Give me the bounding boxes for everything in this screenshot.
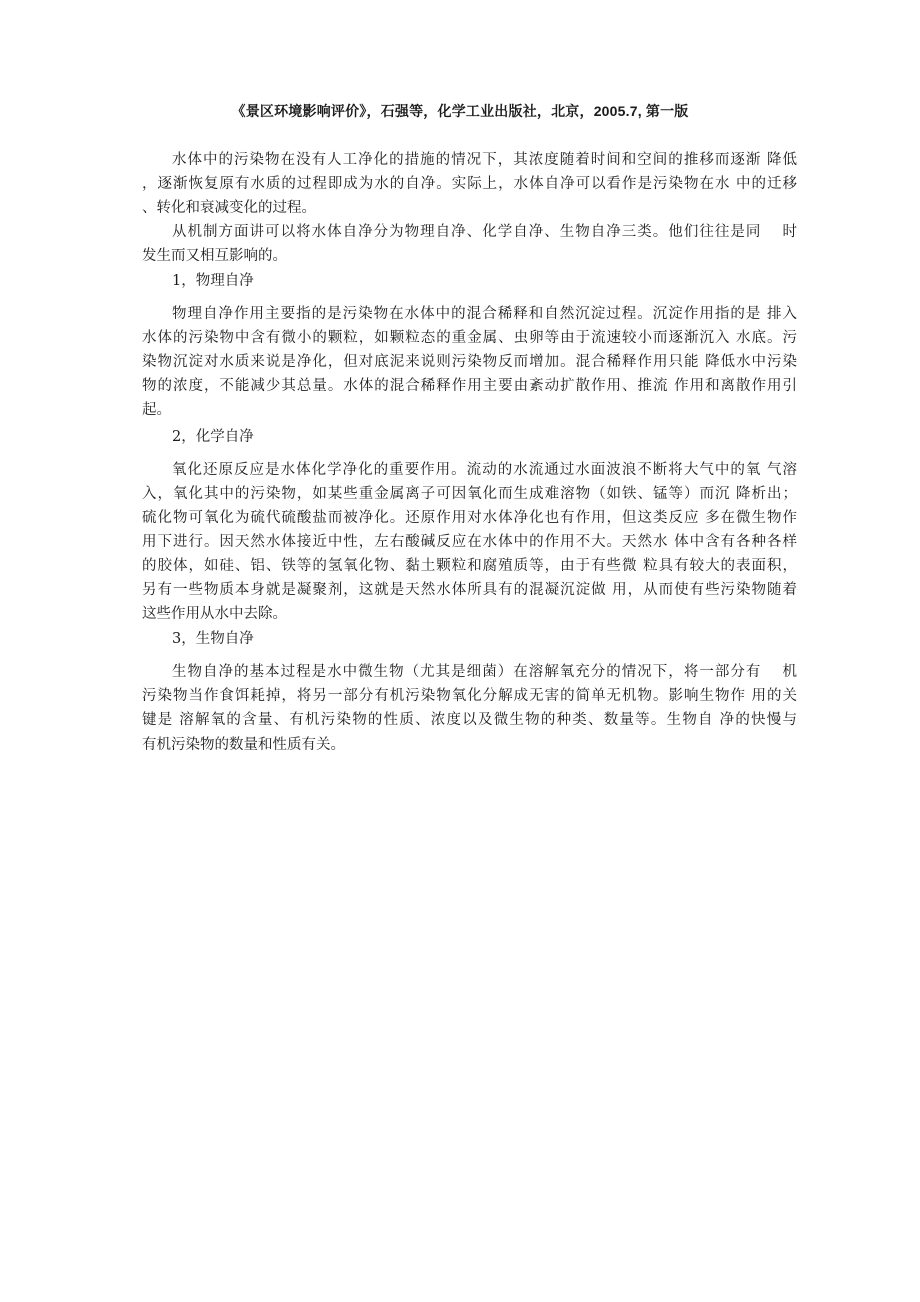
section-heading-chemical: 2，化学自净 bbox=[172, 429, 254, 445]
text-line: 键是 溶解氧的含量、有机污染物的性质、浓度以及微生物的种类、数量等。生物自 净的快慢与 bbox=[142, 712, 797, 728]
section-heading-physical: 1，物理自净 bbox=[172, 273, 254, 289]
text-line: 、转化和衰减变化的过程。 bbox=[142, 200, 316, 216]
text-line: 物的浓度，不能减少其总量。水体的混合稀释作用主要由紊动扩散作用、推流 作用和离散作用引 bbox=[142, 378, 797, 394]
text-line: 污染物当作食饵耗掉，将另一部分有机污染物氧化分解成无害的简单无机物。影响生物作 用的关 bbox=[142, 688, 797, 704]
text-line: 硫化物可氧化为硫代硫酸盐而被净化。还原作用对水体净化也有作用，但这类反应 多在微生物作 bbox=[142, 510, 797, 526]
text-line: 入，氧化其中的污染物，如某些重金属离子可因氧化而生成难溶物（如铁、锰等）而沉 降析出； bbox=[142, 486, 797, 502]
text-line: 这些作用从水中去除。 bbox=[142, 606, 287, 622]
text-line: 从机制方面讲可以将水体自净分为物理自净、化学自净、生物自净三类。他们往往是同 时 bbox=[172, 224, 797, 240]
text-line: 生物自净的基本过程是水中微生物（尤其是细菌）在溶解氧充分的情况下，将一部分有 机 bbox=[172, 664, 797, 680]
text-line: 用下进行。因天然水体接近中性，左右酸碱反应在水体中的作用不大。天然水 体中含有各种各样 bbox=[142, 534, 797, 550]
text-line: 染物沉淀对水质来说是净化，但对底泥来说则污染物反而增加。混合稀释作用只能 降低水中污染 bbox=[142, 354, 797, 370]
text-line: 氧化还原反应是水体化学净化的重要作用。流动的水流通过水面波浪不断将大气中的氧 气溶 bbox=[172, 462, 797, 478]
text-line: 物理自净作用主要指的是污染物在水体中的混合稀释和自然沉淀过程。沉淀作用指的是 排入 bbox=[172, 306, 797, 322]
citation-title: 《景区环境影响评价》，石强等，化学工业出版社，北京，2005.7, 第一版 bbox=[231, 103, 689, 119]
text-line: 另有一些物质本身就是凝聚剂，这就是天然水体所具有的混凝沉淀做 用，从而使有些污染物随着 bbox=[142, 582, 797, 598]
section-heading-biological: 3，生物自净 bbox=[172, 631, 254, 647]
text-line: ，逐渐恢复原有水质的过程即成为水的自净。实际上，水体自净可以看作是污染物在水 中的迁移 bbox=[142, 176, 797, 192]
text-line: 的胶体，如硅、铝、铁等的氢氧化物、黏土颗粒和腐殖质等，由于有些微 粒具有较大的表面积， bbox=[142, 558, 797, 574]
text-line: 有机污染物的数量和性质有关。 bbox=[142, 737, 345, 753]
text-line: 起。 bbox=[142, 402, 171, 418]
text-line: 水体的污染物中含有微小的颗粒，如颗粒态的重金属、虫卵等由于流速较小而逐渐沉入 水底。污 bbox=[142, 330, 797, 346]
text-line: 水体中的污染物在没有人工净化的措施的情况下，其浓度随着时间和空间的推移而逐渐 降低 bbox=[172, 152, 797, 168]
text-line: 发生而又相互影响的。 bbox=[142, 248, 287, 264]
